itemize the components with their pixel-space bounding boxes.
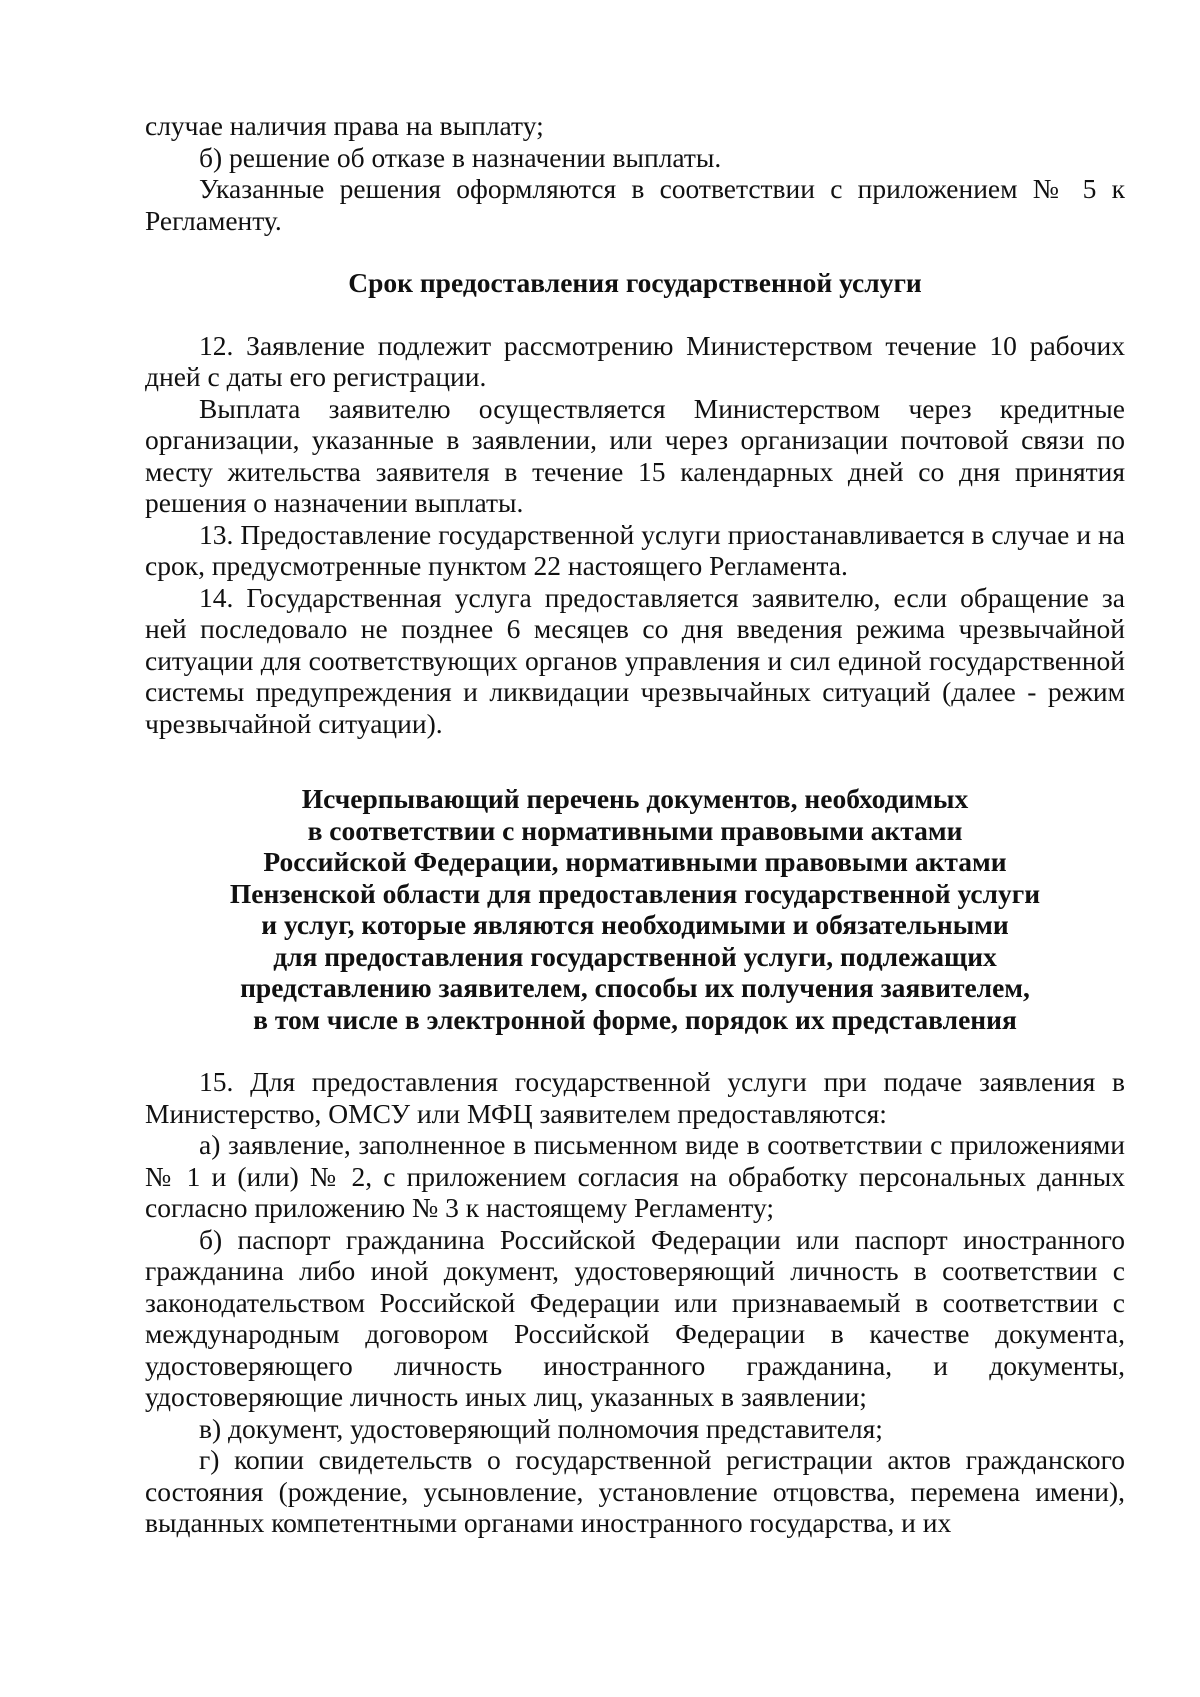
- paragraph-14: 14. Государственная услуга предоставляется заявителю, если обращение за ней последовало не позднее 6 месяцев со дня введения режима чрезвычайной ситуации для соответствующих органов управления и сил единой государственной системы предупреждения и ликвидации чрезвычайных ситуаций (далее - режим чрезвычайной ситуации).: [145, 581, 1125, 739]
- paragraph-12-payment: Выплата заявителю осуществляется Министерством через кредитные организации, указанные в заявлении, или через организации почтовой связи по месту жительства заявителя в течение 15 календарных дней со дня принятия решения о назначении выплаты.: [145, 392, 1125, 518]
- paragraph-15-a: а) заявление, заполненное в письменном виде в соответствии с приложениями № 1 и (или) № 2, с приложением согласия на обработку персональных данных согласно приложению № 3 к настоящему Регламенту;: [145, 1129, 1125, 1223]
- paragraph-continuation: случае наличия права на выплату;: [145, 110, 544, 141]
- heading-line: Исчерпывающий перечень документов, необходимых: [301, 783, 969, 814]
- paragraph-15: 15. Для предоставления государственной услуги при подаче заявления в Министерство, ОМСУ или МФЦ заявителем предоставляются:: [145, 1066, 1125, 1129]
- paragraph-15-g: г) копии свидетельств о государственной регистрации актов гражданского состояния (рождение, усыновление, установление отцовства, перемена имени), выданных компетентными органами иностранного государства, и их: [145, 1444, 1125, 1538]
- spacer: [145, 236, 1125, 267]
- document-body: [145, 110, 1125, 1539]
- heading-line: в том числе в электронной форме, порядок их представления: [253, 1003, 1017, 1035]
- paragraph-decisions-format: Указанные решения оформляются в соответствии с приложением № 5 к Регламенту.: [145, 173, 1125, 236]
- paragraph-12: 12. Заявление подлежит рассмотрению Министерством течение 10 рабочих дней с даты его регистрации.: [145, 329, 1125, 392]
- spacer: [145, 299, 1125, 330]
- heading-line: для предоставления государственной услуги, подлежащих: [273, 940, 997, 972]
- spacer: [145, 1035, 1125, 1066]
- heading-line: Российской Федерации, нормативными правовыми актами: [263, 846, 1007, 877]
- paragraph-15-v: в) документ, удостоверяющий полномочия представителя;: [199, 1412, 883, 1444]
- paragraph-15-b: б) паспорт гражданина Российской Федерации или паспорт иностранного гражданина либо иной документ, удостоверяющий личность в соответствии с законодательством Российской Федерации или признаваемый в соответствии с международным договором Российской Федерации в качестве документа, удостоверяющего личность иностранного гражданина, и документы, удостоверяющие личность иных лиц, указанных в заявлении;: [145, 1223, 1125, 1412]
- heading-line: представлению заявителем, способы их получения заявителем,: [240, 972, 1030, 1003]
- section-heading-term: Срок предоставления государственной услуги: [348, 267, 922, 298]
- heading-line: в соответствии с нормативными правовыми актами: [307, 814, 963, 846]
- section-heading-documents: [145, 783, 1125, 1035]
- spacer: [145, 739, 1125, 783]
- paragraph-13: 13. Предоставление государственной услуги приостанавливается в случае и на срок, предусмотренные пунктом 22 настоящего Регламента.: [145, 518, 1125, 581]
- paragraph-decision-refusal: б) решение об отказе в назначении выплаты.: [199, 141, 722, 173]
- heading-line: Пензенской области для предоставления государственной услуги: [229, 877, 1041, 909]
- heading-line: и услуг, которые являются необходимыми и обязательными: [261, 909, 1009, 940]
